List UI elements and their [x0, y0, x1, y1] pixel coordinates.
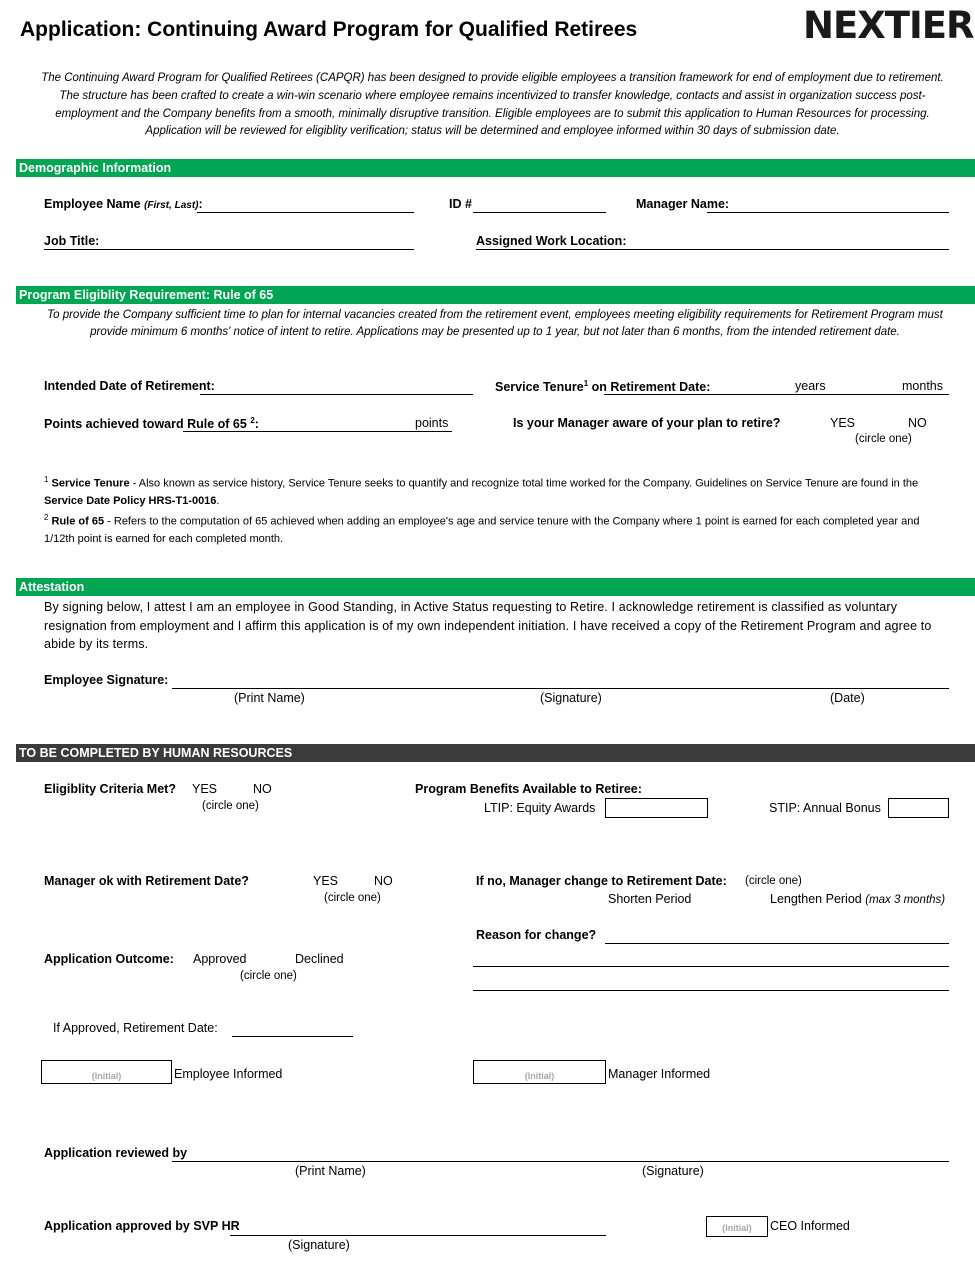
employee-informed-label: Employee Informed [174, 1067, 283, 1081]
circle-one-hint: (circle one) [240, 970, 297, 982]
reason-field-line-3[interactable] [473, 990, 949, 991]
ceo-informed-label: CEO Informed [770, 1219, 850, 1233]
print-name-caption: (Print Name) [234, 691, 305, 705]
footnote-policy-ref: Service Date Policy HRS-T1-0016 [44, 494, 217, 507]
years-unit: years [795, 379, 826, 393]
manager-ok-no[interactable]: NO [374, 874, 393, 888]
ltip-input-box[interactable] [605, 798, 708, 818]
ltip-label: LTIP: Equity Awards [484, 801, 596, 815]
shorten-period-option[interactable]: Shorten Period [608, 892, 692, 906]
attestation-text: By signing below, I attest I am an employee in Good Standing, in Active Status requesting to Retire. I acknowledge retirement is classified as voluntary resignation from employment and I affirm this application is of my own independent initiation. I have received a copy of the Retirement Program and agree to abide by its terms. [44, 600, 932, 651]
manager-aware-label: Is your Manager aware of your plan to retire? [513, 416, 781, 430]
months-unit: months [902, 379, 943, 393]
initial-placeholder: (Initial) [91, 1071, 122, 1081]
circle-one-hint: (circle one) [745, 875, 802, 887]
initial-placeholder: (Initial) [722, 1223, 752, 1233]
employee-name-hint: (First, Last) [144, 200, 199, 211]
retirement-date-label: Intended Date of Retirement: [44, 379, 215, 393]
employee-signature-label: Employee Signature: [44, 673, 169, 687]
employee-name-colon: : [198, 197, 203, 211]
points-colon: : [254, 417, 259, 432]
criteria-no[interactable]: NO [253, 782, 272, 796]
employee-initial-box[interactable] [41, 1060, 172, 1084]
circle-one-hint: (circle one) [202, 800, 259, 812]
points-unit: points [415, 416, 449, 430]
company-logo: NEXTIER [803, 4, 974, 47]
points-label-text: Points achieved toward Rule of 65 [44, 417, 247, 432]
footnote-text: - Also known as service history, Service Tenure seeks to quantify and recognize total time worked for the Company. Guidelines on Service Tenure are found in the [129, 477, 919, 490]
id-label: ID # [449, 197, 472, 211]
eligibility-description-line: To provide the Company sufficient time to plan for internal vacancies created from the retirement event, employees meeting eligibility requirements for Retirement Program must [47, 309, 943, 321]
outcome-declined[interactable]: Declined [295, 952, 344, 966]
tenure-field[interactable] [604, 394, 949, 395]
footnote-term: Service Tenure [51, 477, 130, 490]
section-header-eligibility: Program Eligiblity Requirement: Rule of 65 [16, 286, 975, 304]
section-header-hr: TO BE COMPLETED BY HUMAN RESOURCES [16, 744, 975, 762]
criteria-yes[interactable]: YES [192, 782, 218, 796]
benefits-label: Program Benefits Available to Retiree: [415, 782, 642, 796]
intro-line: The Continuing Award Program for Qualified Retirees (CAPQR) has been designed to provide eligible employees a transition framework for end of employment due to retirement. [41, 72, 944, 84]
points-footnote-ref: 2 [250, 416, 255, 425]
points-label [44, 416, 259, 431]
section-header-attestation: Attestation [16, 578, 975, 596]
page-title: Application: Continuing Award Program for Qualified Retirees [20, 18, 638, 41]
manager-name-label: Manager Name: [636, 197, 730, 211]
approved-by-field[interactable] [230, 1235, 606, 1236]
intro-paragraph [40, 70, 945, 141]
manager-aware-no[interactable]: NO [908, 416, 927, 430]
footnote-number: 2 [44, 513, 49, 522]
circle-one-hint: (circle one) [324, 892, 381, 904]
manager-initial-box[interactable] [473, 1060, 606, 1084]
reason-label: Reason for change? [476, 928, 597, 942]
job-title-label: Job Title: [44, 234, 100, 248]
tenure-label-text-2: on Retirement Date: [588, 380, 711, 395]
signature-caption: (Signature) [540, 691, 602, 705]
manager-name-field[interactable] [707, 212, 949, 213]
retirement-date-field[interactable] [200, 394, 473, 395]
eligibility-description [20, 307, 970, 341]
lengthen-period-label: Lengthen Period [770, 892, 862, 906]
approved-date-field[interactable] [232, 1036, 353, 1037]
print-name-caption: (Print Name) [295, 1164, 366, 1178]
reviewed-by-field[interactable] [172, 1161, 949, 1162]
manager-ok-yes[interactable]: YES [313, 874, 339, 888]
date-caption: (Date) [830, 691, 865, 705]
footnote-term: Rule of 65 [51, 515, 105, 528]
approved-date-label: If Approved, Retirement Date: [53, 1021, 218, 1035]
outcome-label: Application Outcome: [44, 952, 174, 966]
reason-field-line-1[interactable] [605, 943, 949, 944]
tenure-label [495, 379, 710, 394]
ceo-initial-box[interactable] [706, 1216, 768, 1237]
work-location-label: Assigned Work Location: [476, 234, 627, 248]
employee-signature-field[interactable] [172, 688, 949, 689]
reason-field-line-2[interactable] [473, 966, 949, 967]
tenure-label-text: Service Tenure [495, 380, 584, 395]
intro-line: The structure has been crafted to create a win-win scenario where employee remains incentivized to transfer knowledge, contacts and assist in organization success post- [59, 89, 926, 102]
work-location-field[interactable] [476, 249, 949, 250]
initial-placeholder: (Initial) [524, 1071, 555, 1081]
lengthen-period-hint: (max 3 months) [865, 894, 946, 906]
manager-ok-label: Manager ok with Retirement Date? [44, 874, 249, 888]
footnote-rule-of-65 [44, 509, 949, 548]
manager-change-label: If no, Manager change to Retirement Date: [476, 874, 727, 888]
footnote-text: - Refers to the computation of 65 achieved when adding an employee's age and service tenure with the Company where 1 point is earned for each completed year and 1/12th point is earned for each completed month. [44, 515, 920, 545]
tenure-footnote-ref: 1 [583, 379, 589, 388]
reviewed-by-label: Application reviewed by [44, 1146, 188, 1160]
job-title-field[interactable] [44, 249, 414, 250]
footnote-number: 1 [44, 475, 49, 484]
outcome-approved[interactable]: Approved [193, 952, 247, 966]
intro-line: employment and the Company benefits from a smooth, minimally disruptive transition. Eligible employees are to submit this application to Human Resources for processing. [55, 107, 930, 120]
criteria-met-label: Eligiblity Criteria Met? [44, 782, 176, 796]
approved-by-label: Application approved by SVP HR [44, 1219, 240, 1233]
stip-label: STIP: Annual Bonus [769, 801, 881, 815]
signature-caption: (Signature) [642, 1164, 704, 1178]
points-field[interactable] [183, 431, 452, 432]
footnote-service-tenure [44, 471, 949, 510]
manager-informed-label: Manager Informed [608, 1067, 711, 1081]
employee-name-label-text: Employee Name [44, 197, 141, 211]
eligibility-description-line: provide minimum 6 months' notice of intent to retire. Applications may be presented up to 1 year, but not later than 6 months, from the intended retirement date. [90, 326, 900, 338]
employee-name-field[interactable] [197, 212, 414, 213]
id-field[interactable] [473, 212, 606, 213]
signature-caption: (Signature) [288, 1238, 350, 1252]
circle-one-hint: (circle one) [855, 433, 912, 445]
stip-input-box[interactable] [888, 798, 949, 818]
section-header-demographic: Demographic Information [16, 159, 975, 177]
manager-aware-yes[interactable]: YES [830, 416, 856, 430]
intro-line: Application will be reviewed for eligiblity verification; status will be determined and employee informed within 30 days of submission date. [145, 125, 840, 138]
employee-name-label [44, 197, 203, 211]
lengthen-period-option[interactable] [770, 892, 945, 906]
footnote-end: . [216, 494, 220, 507]
